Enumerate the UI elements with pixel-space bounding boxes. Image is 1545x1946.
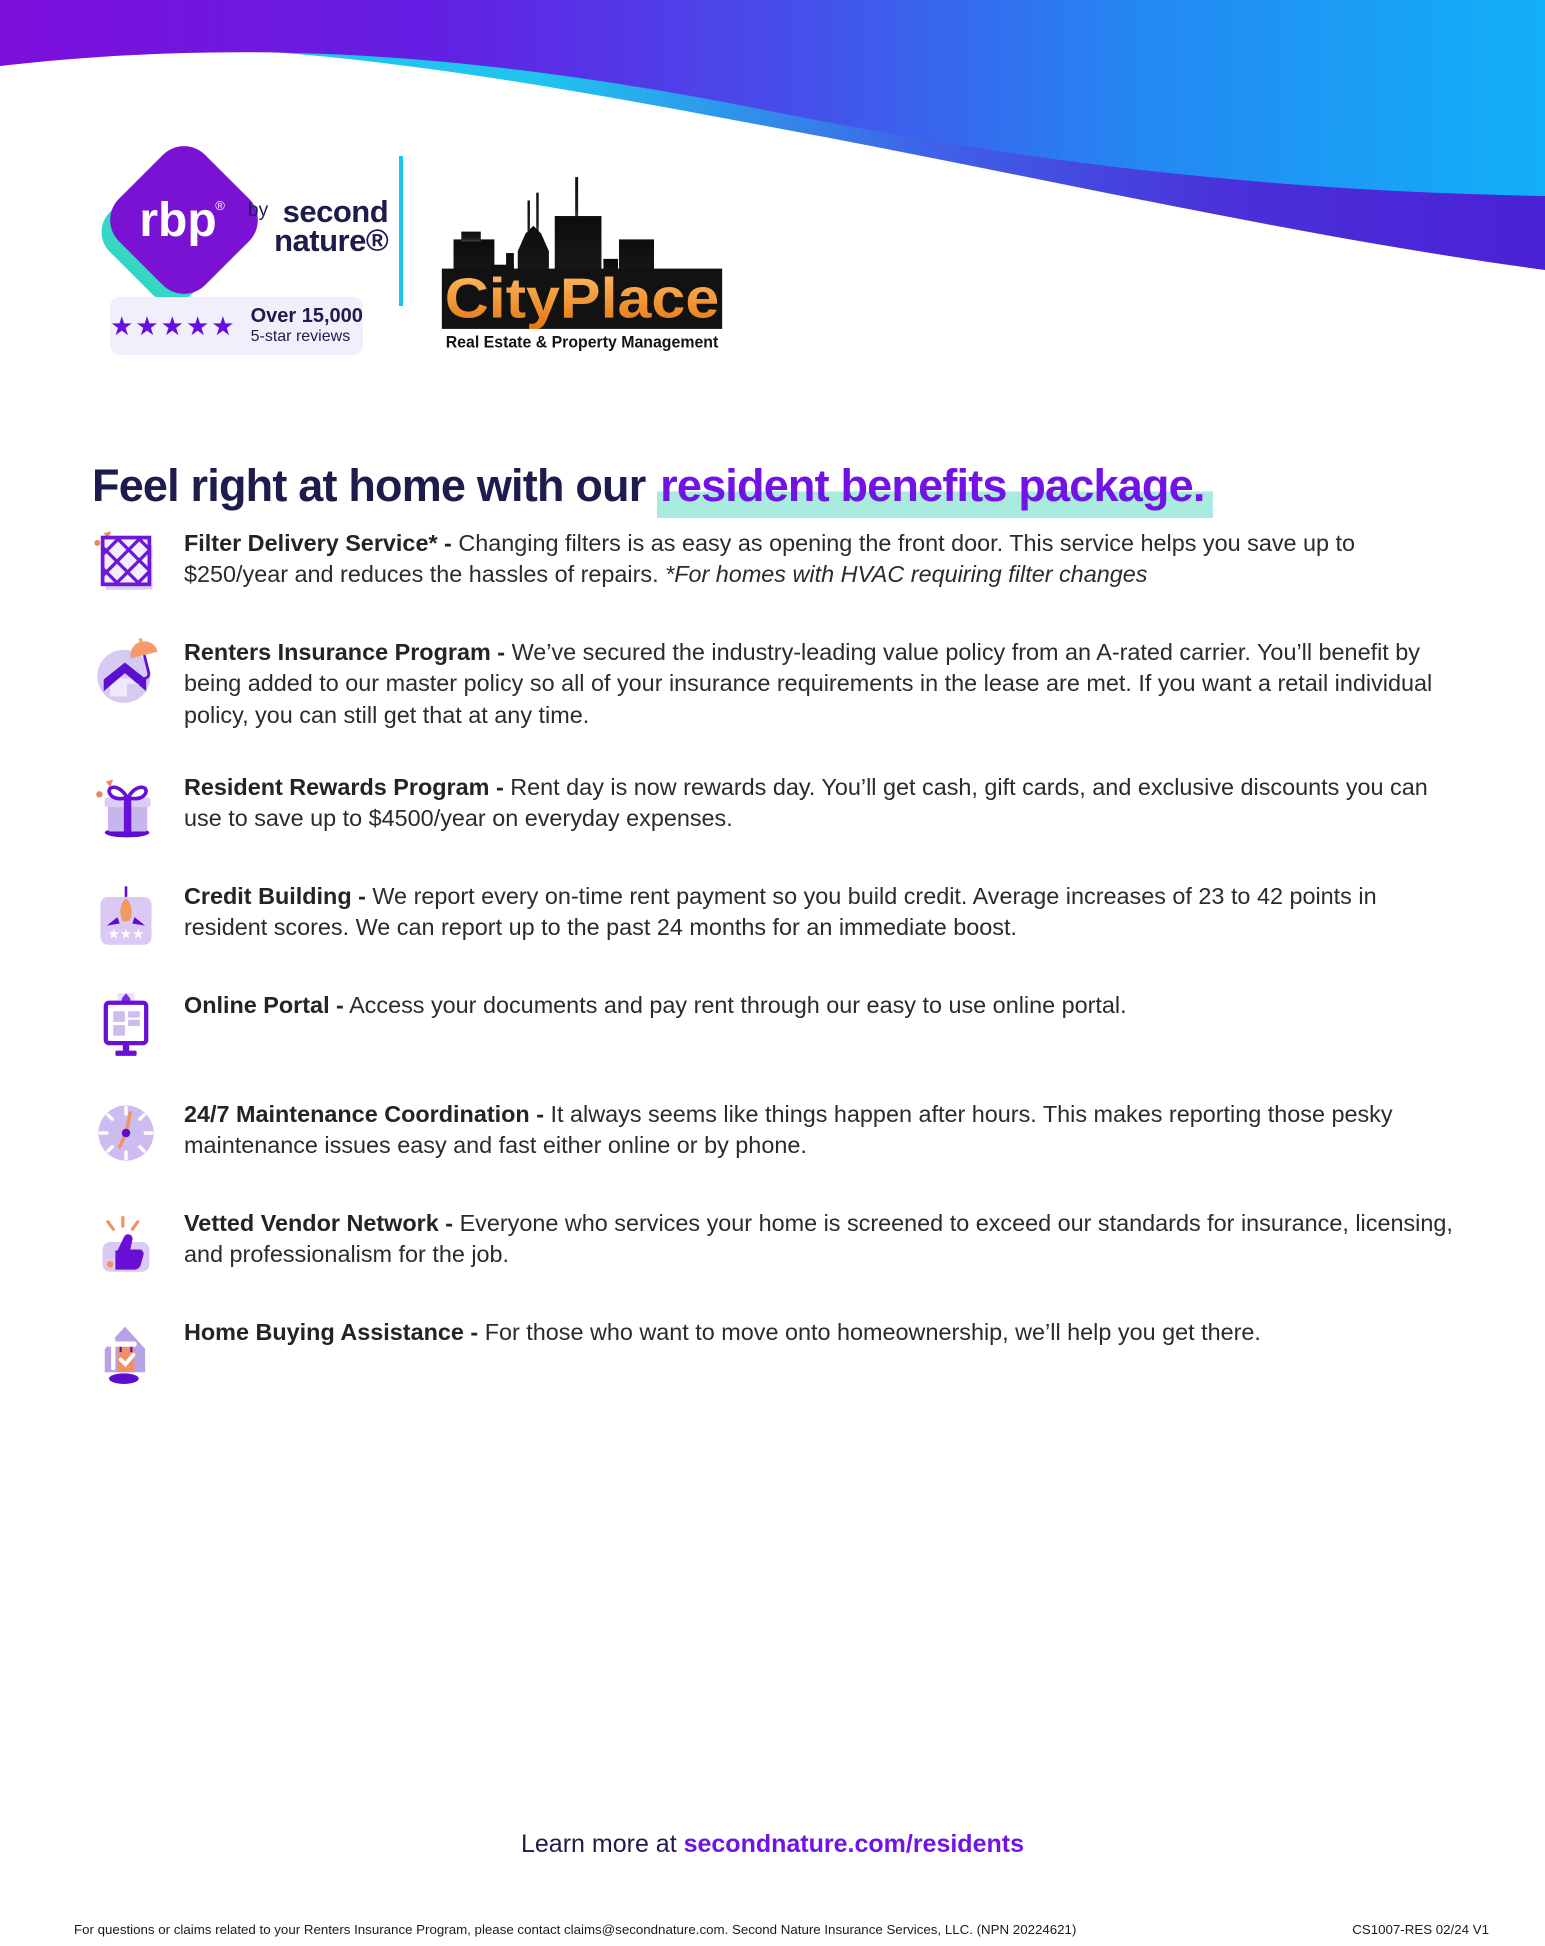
learn-more-link[interactable]: secondnature.com/residents xyxy=(683,1830,1024,1858)
benefit-item-filter-delivery xyxy=(92,528,1457,596)
reviews-label: 5-star reviews xyxy=(250,328,351,346)
gift-icon xyxy=(92,772,160,840)
byline-nature: nature® xyxy=(274,222,389,258)
reviews-badge xyxy=(110,297,363,355)
svg-text:★★★: ★★★ xyxy=(107,926,145,943)
benefit-desc: We report every on-time rent payment so you build credit. Average increases of 23 to 42 points in resident scores. We can report up to the past 24 months for an immediate boost. xyxy=(184,883,1377,941)
benefit-desc: Access your documents and pay rent through our easy to use online portal. xyxy=(349,992,1127,1019)
rbp-badge-text: rbp xyxy=(139,194,217,247)
legal-text: For questions or claims related to your Renters Insurance Program, please contact claims@secondnature.com. Second Nature Insurance Services, LLC. (NPN 20224621) xyxy=(74,1922,1077,1937)
benefits-list xyxy=(92,528,1457,1426)
title-highlight: resident benefits package. xyxy=(657,460,1212,518)
byline-second: second xyxy=(282,194,389,229)
document-code: CS1007-RES 02/24 V1 xyxy=(1352,1922,1489,1937)
monitor-icon xyxy=(92,990,160,1058)
benefit-desc: We’ve secured the industry-leading value policy from an A-rated carrier. You’ll benefit by being added to our master policy so all of your insurance requirements in the lease are met. If you want a retail individual policy, you can still get that at any time. xyxy=(184,639,1433,728)
svg-text:®: ® xyxy=(215,198,225,213)
page-title xyxy=(92,460,1485,512)
benefit-desc: Everyone who services your home is screened to exceed our standards for insurance, licensing, and professionalism for the job. xyxy=(184,1210,1453,1268)
benefit-title: Renters Insurance Program - xyxy=(184,639,506,665)
benefit-item-maintenance xyxy=(92,1099,1457,1167)
thumbs-up-icon xyxy=(92,1208,160,1276)
rocket-stars-icon xyxy=(92,881,160,949)
cityplace-logo xyxy=(436,148,728,360)
benefit-item-home-buying xyxy=(92,1317,1457,1385)
house-check-icon xyxy=(92,1317,160,1385)
second-nature-wordmark xyxy=(248,194,389,258)
benefit-title: Home Buying Assistance - xyxy=(184,1319,479,1346)
benefit-desc: Changing filters is as easy as opening the front door. This service helps you save up to $250/year and reduces the hassles of repairs. xyxy=(184,530,1356,588)
benefit-title: Resident Rewards Program - xyxy=(184,774,504,801)
logo-divider xyxy=(399,156,403,306)
learn-more-prefix: Learn more at xyxy=(521,1830,684,1858)
benefit-item-vetted-vendor xyxy=(92,1208,1457,1276)
benefit-title: Credit Building - xyxy=(184,883,366,910)
rbp-logo xyxy=(98,136,268,308)
benefit-item-renters-insurance xyxy=(92,637,1457,731)
benefit-title: Online Portal - xyxy=(184,992,344,1019)
cityplace-name: CityPlace xyxy=(444,266,720,330)
benefit-title: Vetted Vendor Network - xyxy=(184,1210,454,1237)
benefit-desc: Rent day is now rewards day. You’ll get cash, gift cards, and exclusive discounts you can use to save up to $4500/year on everyday expenses. xyxy=(184,774,1428,832)
umbrella-house-icon xyxy=(92,637,160,705)
benefit-item-credit-building xyxy=(92,881,1457,949)
benefit-item-resident-rewards xyxy=(92,772,1457,840)
clock-icon xyxy=(92,1099,160,1167)
benefit-title: Filter Delivery Service* - xyxy=(184,530,452,556)
title-prefix: Feel right at home with our xyxy=(92,460,658,512)
reviews-count: Over 15,000 xyxy=(250,305,363,328)
legal-footer xyxy=(74,1922,1489,1937)
five-stars-icon: ★★★★★ xyxy=(110,311,237,341)
cityplace-tagline: Real Estate & Property Management xyxy=(445,332,719,352)
benefit-note: *For homes with HVAC requiring filter changes xyxy=(665,561,1148,588)
benefit-desc: For those who want to move onto homeownership, we’ll help you get there. xyxy=(484,1319,1261,1346)
benefit-title: 24/7 Maintenance Coordination - xyxy=(184,1101,545,1128)
benefit-item-online-portal xyxy=(92,990,1457,1058)
filter-icon xyxy=(92,528,160,596)
learn-more-line xyxy=(0,1830,1545,1859)
byline-by: by xyxy=(248,200,269,221)
benefit-desc: It always seems like things happen after hours. This makes reporting those pesky maintenance issues easy and fast either online or by phone. xyxy=(184,1101,1393,1159)
